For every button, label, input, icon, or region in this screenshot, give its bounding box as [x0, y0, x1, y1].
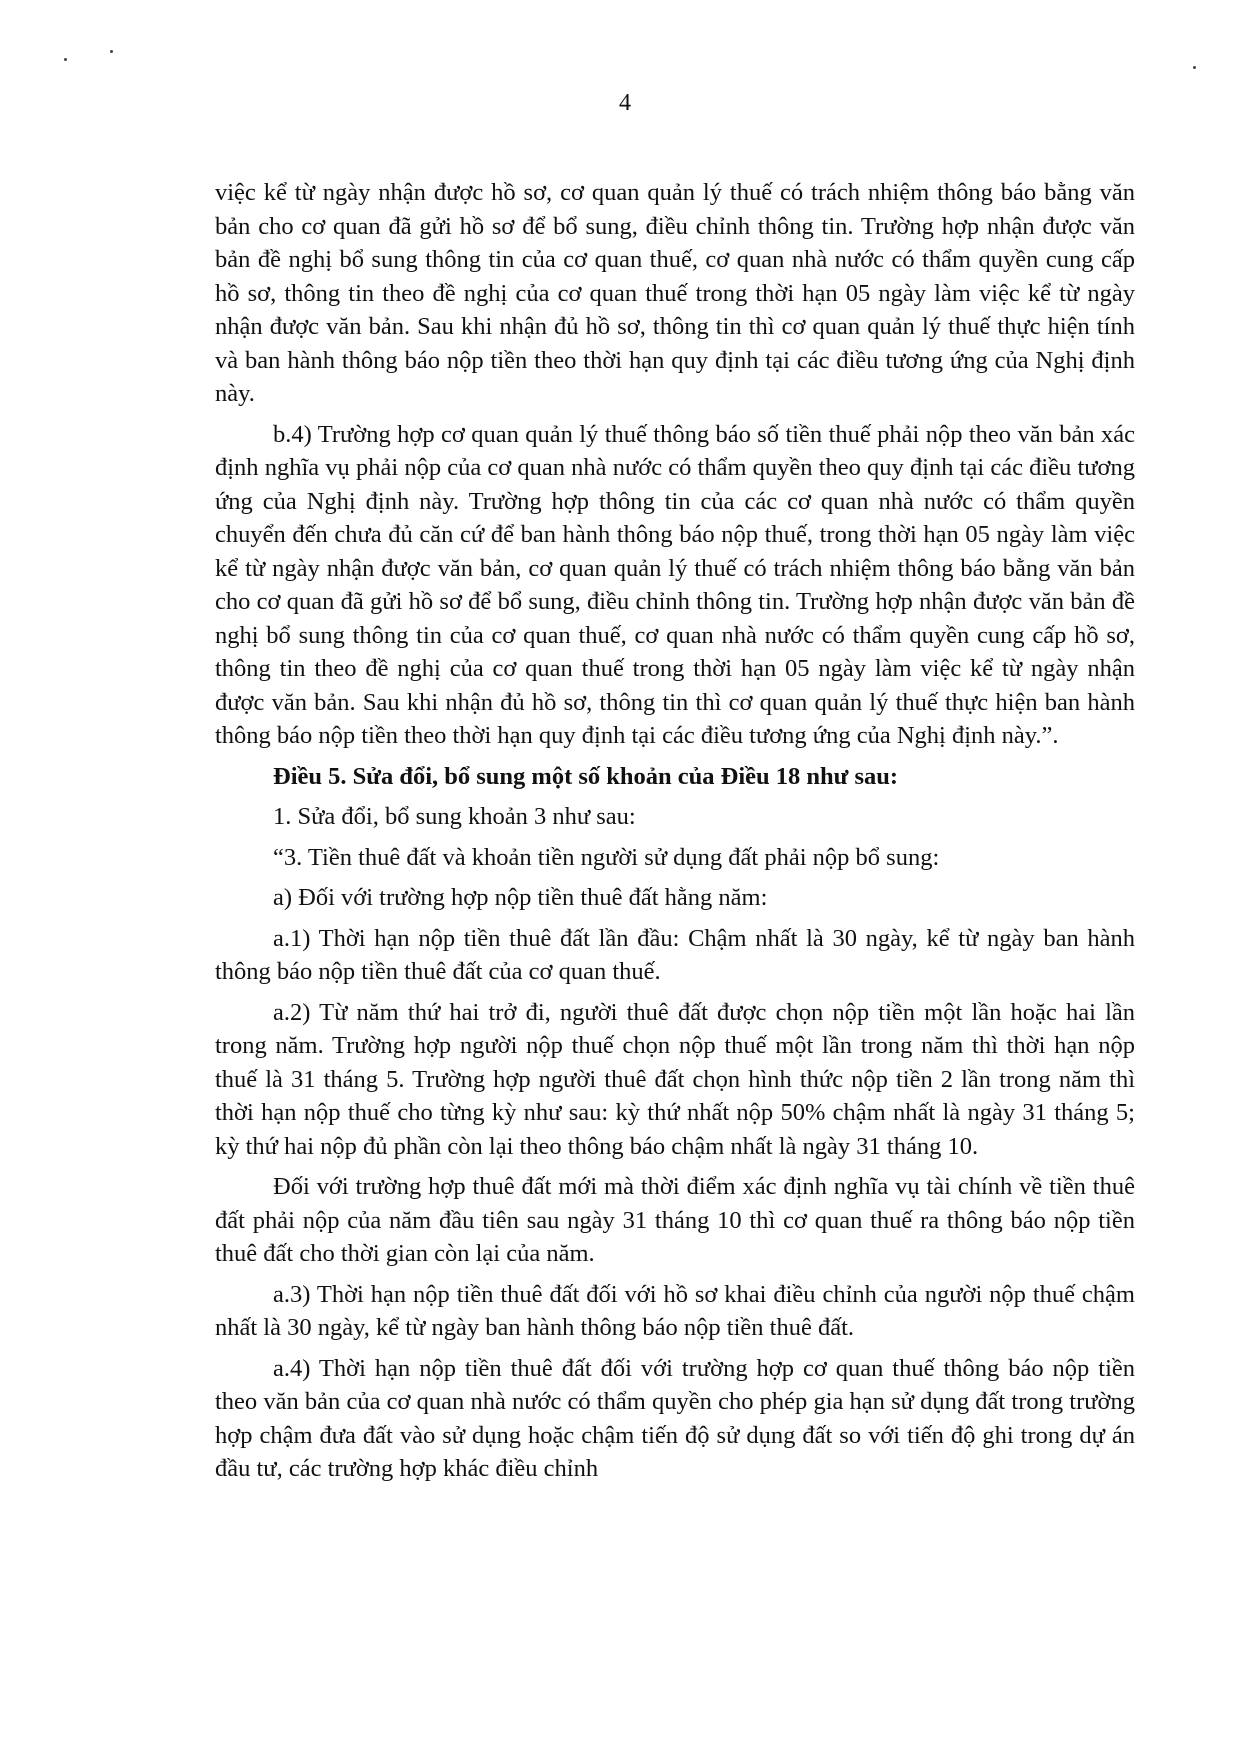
article-heading: Điều 5. Sửa đổi, bổ sung một số khoản của Điều 18 như sau:	[273, 762, 899, 790]
paragraph: việc kể từ ngày nhận được hồ sơ, cơ quan quản lý thuế có trách nhiệm thông báo bằng văn bản cho cơ quan đã gửi hồ sơ để bổ sung, điều chỉnh thông tin. Trường hợp nhận được văn bản đề nghị bổ sung thông tin của cơ quan thuế, cơ quan nhà nước có thẩm quyền cung cấp hồ sơ, thông tin theo đề nghị của cơ quan thuế trong thời hạn 05 ngày làm việc kể từ ngày nhận được văn bản. Sau khi nhận đủ hồ sơ, thông tin thì cơ quan quản lý thuế thực hiện tính và ban hành thông báo nộp tiền theo thời hạn quy định tại các điều tương ứng của Nghị định này.	[215, 179, 1135, 407]
paragraph: b.4) Trường hợp cơ quan quản lý thuế thông báo số tiền thuế phải nộp theo văn bản xác định nghĩa vụ phải nộp của cơ quan nhà nước có thẩm quyền theo quy định tại các điều tương ứng của Nghị định này. Trường hợp thông tin của các cơ quan nhà nước có thẩm quyền chuyển đến chưa đủ căn cứ để ban hành thông báo nộp thuế, trong thời hạn 05 ngày làm việc kể từ ngày nhận được văn bản, cơ quan quản lý thuế có trách nhiệm thông báo bằng văn bản cho cơ quan đã gửi hồ sơ để bổ sung, điều chỉnh thông tin. Trường hợp nhận được văn bản đề nghị bổ sung thông tin của cơ quan thuế, cơ quan nhà nước có thẩm quyền cung cấp hồ sơ, thông tin theo đề nghị của cơ quan thuế trong thời hạn 05 ngày làm việc kể từ ngày nhận được văn bản. Sau khi nhận đủ hồ sơ, thông tin thì cơ quan quản lý thuế thực hiện ban hành thông báo nộp tiền theo thời hạn quy định tại các điều tương ứng của Nghị định này.”.	[215, 420, 1135, 749]
paragraph: a.1) Thời hạn nộp tiền thuê đất lần đầu: Chậm nhất là 30 ngày, kể từ ngày ban hành thông báo nộp tiền thuê đất của cơ quan thuế.	[215, 924, 1135, 985]
scan-speck	[1193, 66, 1196, 69]
scan-speck	[64, 58, 67, 61]
scan-speck	[110, 50, 113, 53]
paragraph: Đối với trường hợp thuê đất mới mà thời điểm xác định nghĩa vụ tài chính về tiền thuê đất phải nộp của năm đầu tiên sau ngày 31 tháng 10 thì cơ quan thuế ra thông báo nộp tiền thuê đất cho thời gian còn lại của năm.	[215, 1173, 1135, 1267]
page-number: 4	[619, 90, 631, 116]
paragraph: a) Đối với trường hợp nộp tiền thuê đất hằng năm:	[273, 884, 768, 911]
paragraph: “3. Tiền thuê đất và khoản tiền người sử dụng đất phải nộp bổ sung:	[273, 843, 940, 871]
paragraph: a.4) Thời hạn nộp tiền thuê đất đối với trường hợp cơ quan thuế thông báo nộp tiền theo văn bản của cơ quan nhà nước có thẩm quyền cho phép gia hạn sử dụng đất trong trường hợp chậm đưa đất vào sử dụng hoặc chậm tiến độ sử dụng đất so với tiến độ ghi trong dự án đầu tư, các trường hợp khác điều chỉnh	[215, 1354, 1135, 1482]
paragraph: 1. Sửa đổi, bổ sung khoản 3 như sau:	[273, 803, 636, 830]
document-body	[215, 176, 1135, 1493]
paragraph: a.3) Thời hạn nộp tiền thuê đất đối với hồ sơ khai điều chỉnh của người nộp thuế chậm nhất là 30 ngày, kể từ ngày ban hành thông báo nộp tiền thuê đất.	[215, 1280, 1135, 1341]
paragraph: a.2) Từ năm thứ hai trở đi, người thuê đất được chọn nộp tiền một lần hoặc hai lần trong năm. Trường hợp người nộp thuế chọn nộp thuế một lần trong năm thì thời hạn nộp thuế là 31 tháng 5. Trường hợp người thuê đất chọn hình thức nộp tiền 2 lần trong năm thì thời hạn nộp thuế cho từng kỳ như sau: kỳ thứ nhất nộp 50% chậm nhất là ngày 31 tháng 5; kỳ thứ hai nộp đủ phần còn lại theo thông báo chậm nhất là ngày 31 tháng 10.	[215, 998, 1135, 1160]
